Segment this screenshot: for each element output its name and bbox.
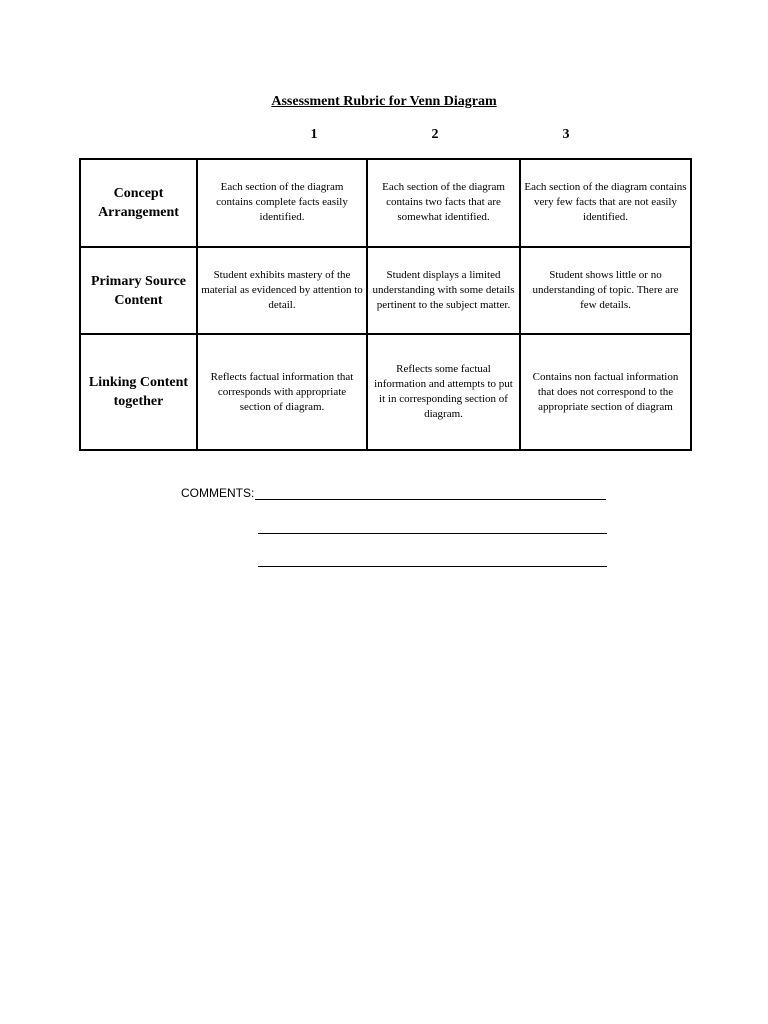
score-header-3: 3: [562, 127, 570, 142]
comments-label: COMMENTS:: [181, 486, 255, 500]
table-row: [80, 334, 691, 450]
description-cell: Student displays a limited understanding with some details pertinent to the subject matter.: [367, 247, 520, 335]
table-row: [80, 159, 691, 247]
description-cell: Student shows little or no understanding of topic. There are few details.: [520, 247, 691, 335]
description-cell: Each section of the diagram contains very few facts that are not easily identified.: [520, 159, 691, 247]
document-title: Assessment Rubric for Venn Diagram: [271, 94, 497, 109]
description-cell: Student exhibits mastery of the material as evidenced by attention to detail.: [197, 247, 367, 335]
score-header-2: 2: [431, 127, 439, 142]
description-cell: Each section of the diagram contains two facts that are somewhat identified.: [367, 159, 520, 247]
criterion-cell: Concept Arrangement: [80, 159, 197, 247]
description-cell: Contains non factual information that does not correspond to the appropriate section of diagram: [520, 334, 691, 450]
description-cell: Reflects factual information that corresponds with appropriate section of diagram.: [197, 334, 367, 450]
criterion-cell: Linking Content together: [80, 334, 197, 450]
description-cell: Each section of the diagram contains complete facts easily identified.: [197, 159, 367, 247]
comment-line: [255, 499, 606, 500]
description-cell: Reflects some factual information and attempts to put it in corresponding section of diagram.: [367, 334, 520, 450]
score-header-1: 1: [310, 127, 318, 142]
criterion-cell: Primary Source Content: [80, 247, 197, 335]
rubric-table: [79, 158, 692, 451]
comment-line: [258, 566, 607, 567]
table-row: [80, 247, 691, 335]
comment-line: [258, 533, 607, 534]
